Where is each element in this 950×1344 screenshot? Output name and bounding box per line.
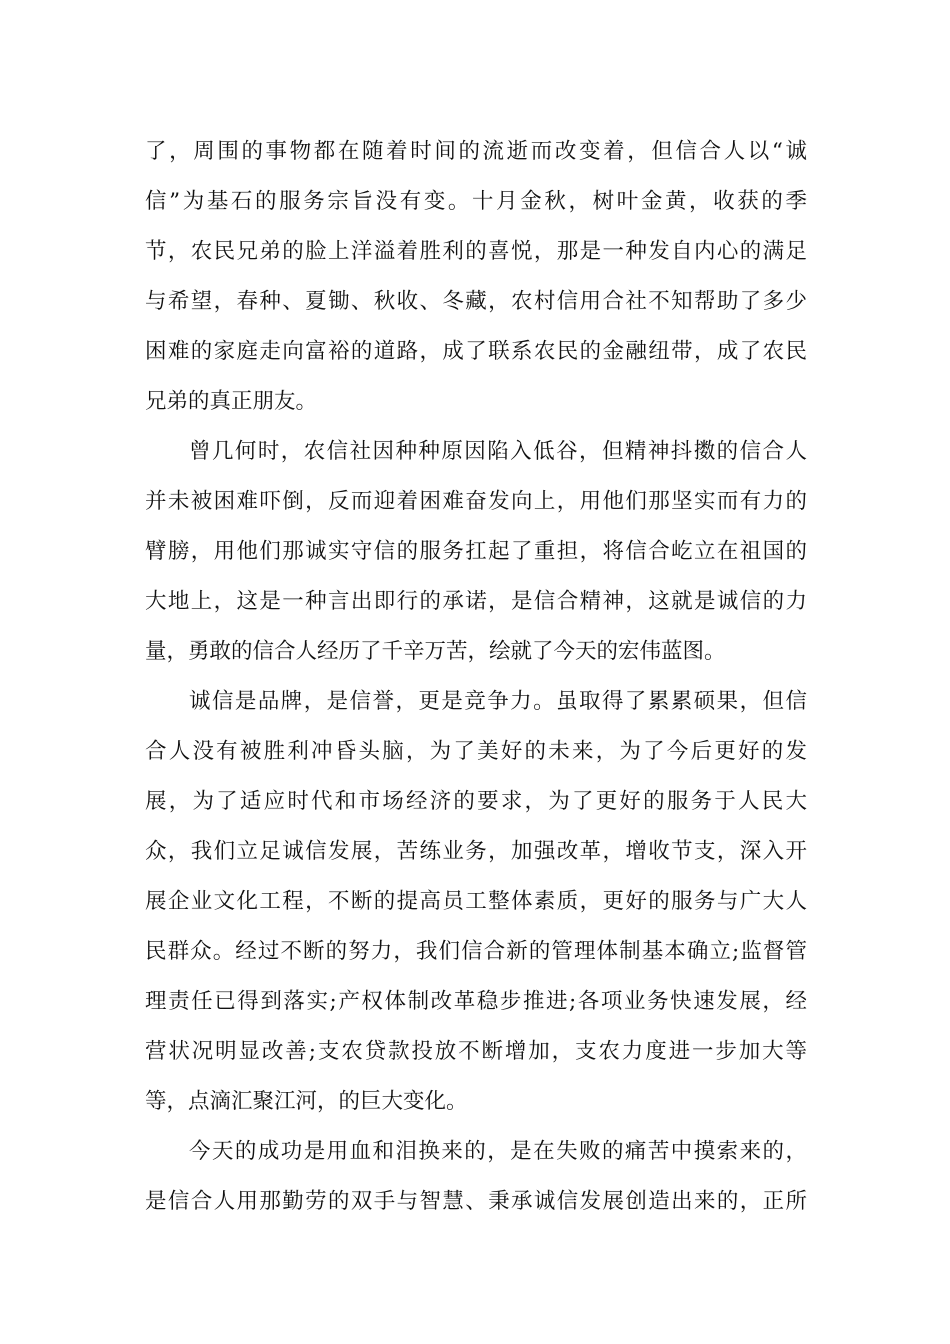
text-line: 今天的成功是用血和泪换来的，是在失败的痛苦中摸索来的，	[189, 1139, 807, 1164]
text-line: 臂膀，用他们那诚实守信的服务扛起了重担，将信合屹立在祖国的	[145, 539, 807, 564]
text-line: 了，周围的事物都在随着时间的流逝而改变着，但信合人以“诚	[145, 139, 807, 164]
text-line: 与希望，春种、夏锄、秋收、冬藏，农村信用合社不知帮助了多少	[145, 289, 807, 314]
text-line: 并未被困难吓倒，反而迎着困难奋发向上，用他们那坚实而有力的	[145, 489, 807, 514]
text-line: 节，农民兄弟的脸上洋溢着胜利的喜悦，那是一种发自内心的满足	[145, 239, 807, 264]
text-line: 诚信是品牌，是信誉，更是竞争力。虽取得了累累硕果，但信	[189, 689, 807, 714]
text-line: 合人没有被胜利冲昏头脑，为了美好的未来，为了今后更好的发	[145, 739, 807, 764]
text-line: 信”为基石的服务宗旨没有变。十月金秋，树叶金黄，收获的季	[145, 189, 807, 214]
text-line: 营状况明显改善;支农贷款投放不断增加，支农力度进一步加大等	[145, 1039, 807, 1064]
text-line: 展，为了适应时代和市场经济的要求，为了更好的服务于人民大	[145, 789, 807, 814]
text-line: 大地上，这是一种言出即行的承诺，是信合精神，这就是诚信的力	[145, 589, 807, 614]
text-line: 理责任已得到落实;产权体制改革稳步推进;各项业务快速发展，经	[145, 989, 807, 1014]
paragraph	[145, 677, 807, 1127]
text-line: 困难的家庭走向富裕的道路，成了联系农民的金融纽带，成了农民	[145, 339, 807, 364]
paragraph	[145, 127, 807, 427]
text-line: 量，勇敢的信合人经历了千辛万苦，绘就了今天的宏伟蓝图。	[145, 639, 726, 664]
text-line: 兄弟的真正朋友。	[145, 389, 318, 414]
text-line: 是信合人用那勤劳的双手与智慧、秉承诚信发展创造出来的，正所	[145, 1189, 807, 1214]
text-line: 曾几何时，农信社因种种原因陷入低谷，但精神抖擞的信合人	[189, 439, 807, 464]
text-line: 众，我们立足诚信发展，苦练业务，加强改革，增收节支，深入开	[145, 839, 807, 864]
paragraph	[145, 1127, 807, 1227]
paragraph	[145, 427, 807, 677]
text-line: 展企业文化工程，不断的提高员工整体素质，更好的服务与广大人	[145, 889, 807, 914]
document-body	[145, 127, 807, 1227]
text-line: 民群众。经过不断的努力，我们信合新的管理体制基本确立;监督管	[145, 939, 807, 964]
text-line: 等，点滴汇聚江河，的巨大变化。	[145, 1089, 468, 1114]
